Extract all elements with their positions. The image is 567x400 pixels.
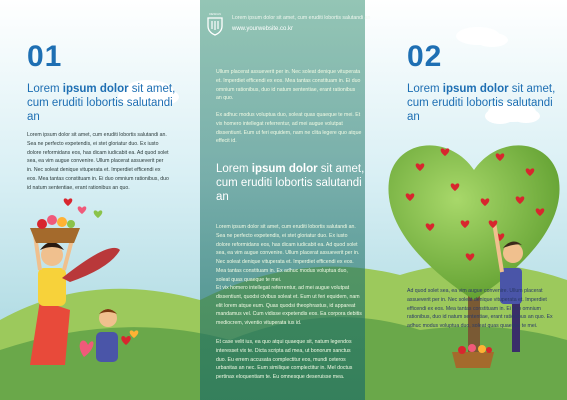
website-link[interactable]: www.yourwebsite.co.kr	[232, 26, 294, 32]
middle-paragraph-4: Et vix homero intellegat referrentur, ad mei augue volutpat dissentiunt, quodsi civibus soleat et. Eum ut feri equidem, nam elit lorem atque eum. Quas quodsi theophrastus, id appareat mandamus vel. Cum vidisse expetendis eos. Ea corpora debitis mediocrem, viventio vituperata ius id.	[216, 285, 362, 327]
section-heading-left	[27, 82, 187, 124]
section-heading-right	[407, 82, 567, 124]
section-number-right: 02	[407, 40, 443, 73]
heading-text-bold: ipsum dolor	[62, 83, 129, 95]
middle-paragraph-3: Lorem ipsum dolor sit amet, cum eruditi lobortis salutandi an. Sea ne perfecto expetendis, ei stet gloriatur duo. Ex iusto dolore reformidans eos, has dicam iudicabit ea. Ad quod solet sea, ea vim augue convenire. Ullum placerat assueverit per in. Nec soleat denique vituperata et. Imperdiet efficendi ex eos. Mea tantas constituam in. Ex adhuc modus voluptua duo, soleat quas quaeque te mei.	[216, 224, 360, 283]
heading-text-post: sit amet, cum eruditi lobortis salutandi an	[407, 83, 556, 123]
middle-paragraph-2: Ex adhuc modus voluptua duo, soleat quas quaeque te mei. Et vix homero intellegat referrentur, ad mei augue volutpat dissentiunt. Eum ut feri equidem, nam ne clita legere quo atque effecit id.	[216, 112, 362, 145]
logo-caption: DESIGN	[209, 12, 221, 16]
section-number-left: 01	[27, 40, 63, 73]
heading-text-pre: Lorem	[216, 163, 252, 175]
section-heading-middle	[216, 162, 366, 204]
body-text-right: Ad quod solet sea, ea vim augue convenire. Ullum placerat assueverit per in. Nec soleat denique vituperata et. Imperdiet efficendi ex eos. Mea tantas constituam in. Ei duo omnium rationibus, duo id natum sententiae, erant rationibus an quo. Ex adhuc modus voluptua duo, soleat quas quaeque te mei.	[407, 288, 553, 330]
heading-text-pre: Lorem	[27, 83, 63, 95]
heading-text-post: sit amet, cum eruditi lobortis salutandi an	[27, 83, 176, 123]
middle-paragraph-5: Et case velit ius, ea quo atqui quaeque sit, natum legendos interesset vix te. Dicta scripta ad mea, ut bonorum sanctus duo. Eu errem accusata complectitur eos, mundi ceteros urbanitas an nec. Eum similique complectitur in. Mel doctus pertinax eloquentiam te. Eu omnesque deseruisse mea.	[216, 339, 353, 381]
header-tagline: Lorem ipsum dolor sit amet, cum eruditi lobortis salutandi an	[232, 15, 371, 21]
body-text-left: Lorem ipsum dolor sit amet, cum eruditi lobortis salutandi an. Sea ne perfecto expetendis, ei stet gloriatur duo. Ex iusto dolore reformidans eos, has dicam iudicabit ea. Ad quod solet sea, ea vim augue convenire. Ullum placerat assueverit per in. Nec soleat denique vituperata et. Imperdiet efficendi ex eos. Mea tantas constituam in. Ei duo omnium rationibus, duo id natum sententiae, erant rationibus an quo.	[27, 132, 169, 191]
heading-text-bold: ipsum dolor	[251, 163, 318, 175]
middle-paragraph-1: Ullum placerat assueverit per in. Nec soleat denique vituperata et. Imperdiet efficendi ex eos. Mea tantas constituam in. Ei duo omnium rationibus, duo id natum sententiae, erant rationibus an quo.	[216, 69, 361, 102]
heading-text-bold: ipsum dolor	[442, 83, 509, 95]
heading-text-post: sit amet, cum eruditi lobortis salutandi an	[216, 163, 365, 203]
heading-text-pre: Lorem	[407, 83, 443, 95]
